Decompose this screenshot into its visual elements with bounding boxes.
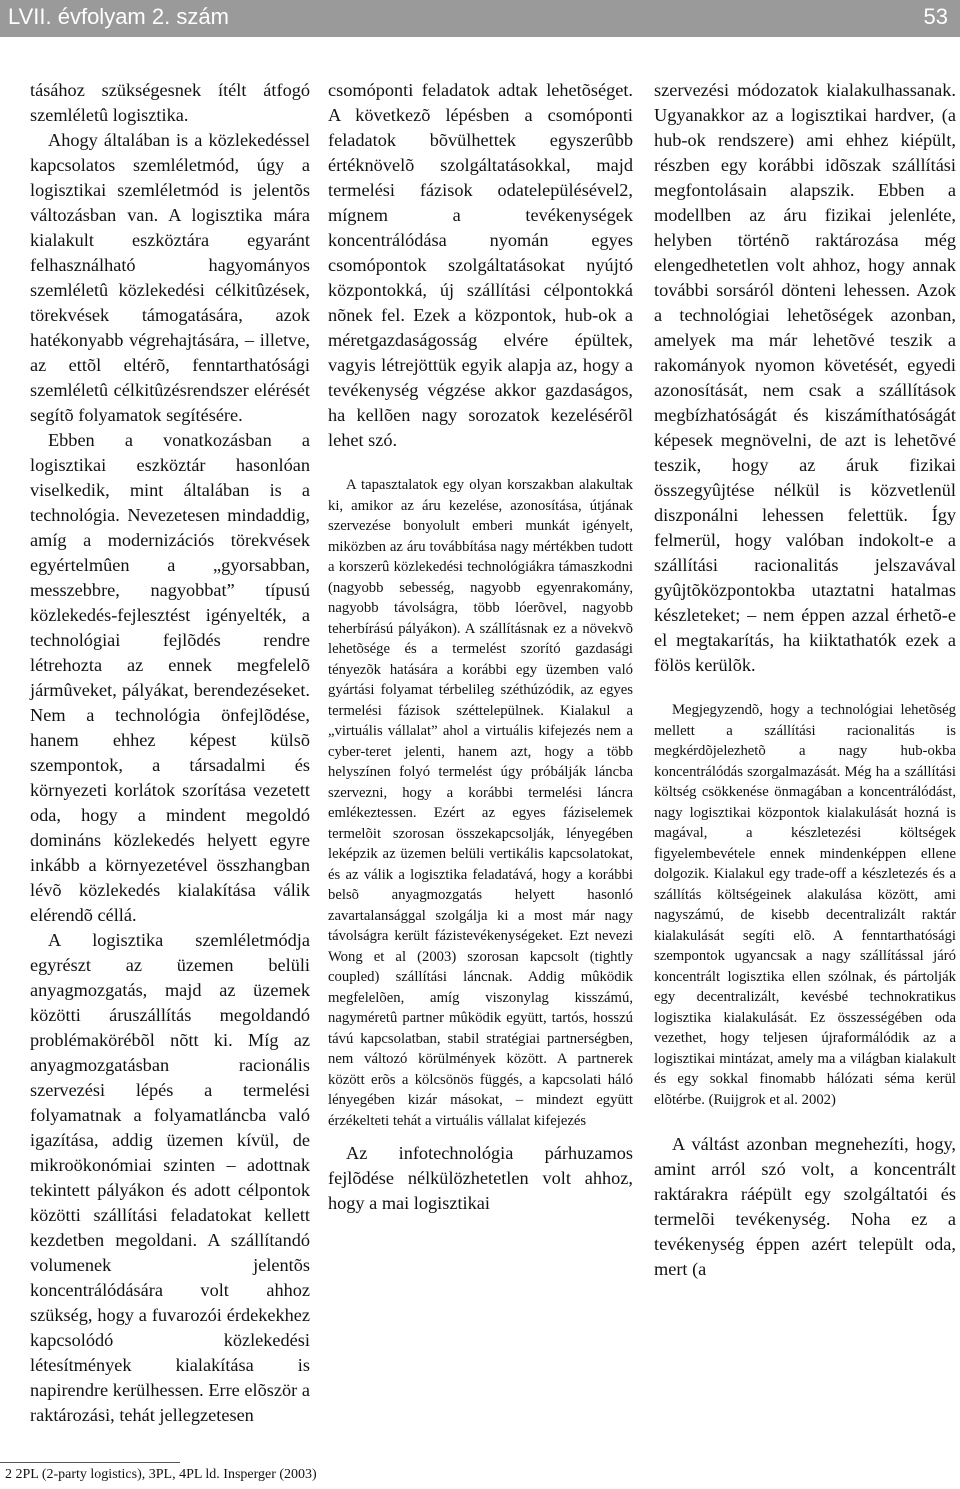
paragraph: A váltást azonban megnehezíti, hogy, amint arról szó volt, a koncentrált raktárakra ráépült egy szolgáltatói és termelõi tevékenység. Noha ez a tevékenység éppen azért települt oda, mert (a [654,1134,956,1279]
paragraph: csomóponti feladatok adtak lehetõséget. A következõ lépésben a csomóponti feladatok bõvülhettek egyszerûbb értéknövelõ szolgáltatásokkal, majd termelési fázisok odatelepülésével2, mígnem a tevékenységek koncentrálódása nyomán egyes csomópontok szolgáltatásokat nyújtó központokká, új szállítási célpontokká nõnek fel. Ezek a központok, hub-ok a méretgazdaságosság elvére épültek, vagyis létrejöttük egyik alapja az, hogy a tevékenység végzése akkor gazdaságos, ha kellõen nagy sorozatok kezelésérõl lehet szó. [328,80,633,450]
paragraph: tásához szükségesnek ítélt átfogó szemléletû logisztika. [30,80,310,125]
column-2 [328,78,633,1216]
volume-label: LVII. évfolyam 2. szám [8,4,229,29]
footnote-divider [0,1462,180,1463]
small-paragraph: Megjegyzendõ, hogy a technológiai lehetõség mellett a szállítási racionalitás is megkérdõjelezhetõ a nagy hub-okba koncentrálódás szorgalmazását. Még ha a szállítási költség csökkenése önmagában a koncentrálódást, nagy logisztikai központok kialakulását hozná is magával, a készletezési költségek figyelembevétele ennek mindenképpen ellene dolgozik. Kialakul egy trade-off a készletezés és a szállítás költségeinek alakulása között, ami nagyszámú, de kisebb decentralizált raktár kialakulását segíti elõ. A fenntarthatósági szempontok ugyancsak a nagy szállítással járó koncentrált logisztika ellen szólnak, és pártolják egy decentralizált, kevésbé technokratikus logisztika kialakulását. Ez összességében oda vezethet, hogy teljesen újraformálódik az a logisztikai mintázat, amely ma a világban kialakult és egy sokkal finomabb hálózati séma kerül elõtérbe. (Ruijgrok et al. 2002) [654,702,956,1108]
paragraph: szervezési módozatok kialakulhassanak. Ugyanakkor az a logisztikai hardver, (a hub-ok rendszere) ami ehhez kiépült, részben egy korábbi idõszak szállítási megfontolásain alapszik. Ebben a modellben az áru fizikai jelenléte, helyben történõ raktározása még elengedhetetlen volt ahhoz, hogy annak további sorsáról dönteni lehessen. Azok a technológiai lehetõségek azonban, amelyek ma már lehetõvé teszik a rakományok nyomon követését, egyedi azonosítását, nem csak a szállítások megbízhatóságát és kiszámíthatóságát képesek megnövelni, de azt is lehetõvé teszik, hogy az áruk fizikai összegyûjtése nélkül is közvetlenül diszponálni lehessen felettük. Így felmerül, hogy valóban indokolt-e a szállítási racionalitás jelszavával gyûjtõközpontokba utaztatni hatalmas készleteket; – nem éppen azzal érhetõ-e el megtakarítás, ha kiiktathatók ezek a fölös kerülõk. [654,80,956,675]
paragraph: Ebben a vonatkozásban a logisztikai eszköztár hasonlóan viselkedik, mint általában is a technológia. Nevezetesen mindaddig, amíg a modernizációs törekvések egyértelmûen a „gyorsabban, messzebbre, nagyobbat” típusú közlekedés-fejlesztést igényelték, a technológiai fejlõdés rendre létrehozta az ennek megfelelõ jármûveket, pályákat, berendezéseket. Nem a technológia önfejlõdése, hanem ehhez képest külsõ szempontok, a társadalmi és környezeti korlátok szorítása vezetett oda, hogy a mindent megoldó domináns közlekedés helyett egyre inkább a környezetével összhangban lévõ közlekedés kialakítása válik elérendõ céllá. [30,430,310,925]
paragraph: Az infotechnológia párhuzamos fejlõdése nélkülözhetetlen volt ahhoz, hogy a mai logisztikai [328,1143,633,1213]
footnote: 2 2PL (2-party logistics), 3PL, 4PL ld. Insperger (2003) [5,1467,317,1482]
page-number: 53 [923,4,948,29]
paragraph: A logisztika szemléletmódja egyrészt az üzemen belüli anyagmozgatás, majd az üzemek közötti áruszállítás megoldandó problémakörébõl nõtt ki. Míg az anyagmozgatásban racionális szervezési lépés a termelési folyamatnak a folyamatláncba való igazítása, addig üzemen kívül, de mikroökonómiai szinten – adottnak tekintett pályákon és adott célpontok közötti szállítási feladatokat kellett kezdetben megoldani. A szállítandó volumenek jelentõs koncentrálódására volt ahhoz szükség, hogy a fuvarozói érdekekhez kapcsolódó közlekedési létesítmények kialakítása is napirendre kerülhessen. Erre elõször a raktározási, tehát jellegzetesen [30,930,310,1425]
column-3 [654,78,956,1282]
small-paragraph: A tapasztalatok egy olyan korszakban alakultak ki, amikor az áru kezelése, azonosítása, útjának szervezése bonyolult emberi munkát igényelt, miközben az áru továbbítása nagy mértékben tudott a korszerû közlekedési technológiákra támaszkodni (nagyobb sebesség, nagyobb egyenrakomány, nagyobb távolságra, több lóerõvel, nagyobb teherbírású pályákon). A szállításnak ez a növekvõ lehetõsége és a termelést szorító gazdasági tényezõk hatására a korábbi egy üzemben való gyártási folyamat térbelileg széthúzódik, az egyes termelési fázisok széttelepülnek. Kialakul a „virtuális vállalat” ahol a virtuális kifejezés nem a cyber-teret jelenti, hanem azt, hogy a több helyszínen folyó termelést úgy próbálják láncba szervezni, hogy a korábbi termelési láncra emlékeztessen. Ezért az egyes fáziselemek termelõit szorosan összekapcsolják, lényegében leképzik az üzemen belüli vertikális kapcsolatokat, és az válik a logisztika feladatává, hogy a korábbi belsõ anyagmozgatás helyett hasonló zavartalansággal szolgálja ki a most már nagy távolságra került fázistevékenységeket. Ezt nevezi Wong et al (2003) szorosan kapcsolt (tightly coupled) szállítási láncnak. Addig mûködik megfelelõen, amíg viszonylag kisszámú, nagyméretû partner mûködik együtt, tartós, hosszú távú kapcsolatban, stabil stratégiai partnerségben, nem változó körülmények között. A partnerek között erõs a kölcsönös függés, a kapcsolati háló lényegében kizár másokat, – mindezt együtt érzékelteti tehát a virtuális vállalat kifejezés [328,477,633,1129]
column-1 [30,78,310,1428]
page-header [0,0,960,37]
paragraph: Ahogy általában is a közlekedéssel kapcsolatos szemléletmód, úgy a logisztikai szemléletmód is jelentõs változásban van. A logisztika mára kialakult eszköztára egyaránt felhasználható hagyományos szemléletû közlekedési célkitûzések, törekvések támogatására, azok hatékonyabb végrehajtására, – illetve, az ettõl eltérõ, fenntarthatósági szemléletû célkitûzésrendszer elérését segítõ folyamatok segítésére. [30,130,310,425]
